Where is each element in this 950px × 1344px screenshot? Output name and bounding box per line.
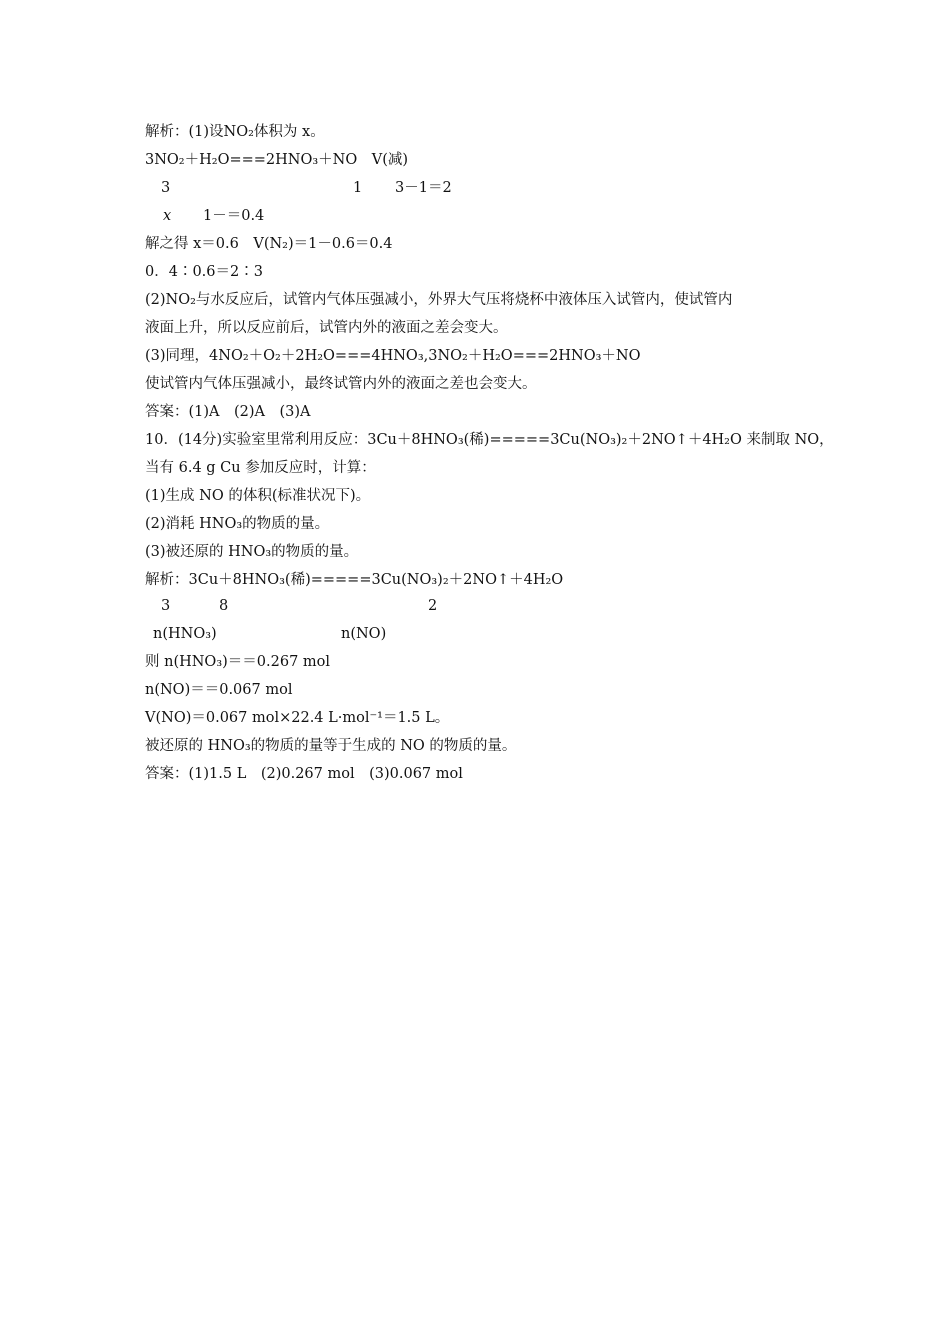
answer-line: 答案：(1)1.5 L (2)0.267 mol (3)0.067 mol: [145, 766, 463, 782]
text-line: 液面上升，所以反应前后，试管内外的液面之差会变大。: [145, 320, 508, 336]
equation-coefficient-row: [145, 174, 845, 202]
coefficient: 3－1＝2: [395, 180, 452, 196]
text-line: (3)同理，4NO₂＋O₂＋2H₂O===4HNO₃,3NO₂＋H₂O===2HNO₃＋NO: [145, 348, 641, 364]
text-line: 使试管内气体压强减小，最终试管内外的液面之差也会变大。: [145, 376, 537, 392]
variable-value: 1－＝0.4: [203, 208, 265, 224]
answer-line: 答案：(1)A (2)A (3)A: [145, 404, 311, 420]
text-line: 3NO₂＋H₂O===2HNO₃＋NO V(减): [145, 152, 409, 168]
coefficient: 8: [219, 598, 229, 614]
text-line: 被还原的 HNO₃的物质的量等于生成的 NO 的物质的量。: [145, 738, 517, 754]
text-line: (2)NO₂与水反应后，试管内气体压强减小，外界大气压将烧杯中液体压入试管内，使试管内: [145, 292, 733, 308]
question-line: 10．(14分)实验室里常利用反应：3Cu＋8HNO₃(稀)=====3Cu(NO₃)₂＋2NO↑＋4H₂O 来制取 NO，: [145, 432, 834, 448]
variable: n(NO): [341, 626, 387, 642]
text-line: 解之得 x＝0.6 V(N₂)＝1－0.6＝0.4: [145, 236, 393, 252]
equation-variable-row: [145, 202, 845, 230]
variable: n(HNO₃): [153, 626, 217, 642]
equation-variable-row: [145, 620, 845, 648]
coefficient: 1: [353, 180, 363, 196]
variable: x: [163, 208, 172, 224]
question-line: (3)被还原的 HNO₃的物质的量。: [145, 544, 359, 560]
equation-coefficient-row: [145, 592, 845, 620]
text-line: V(NO)＝0.067 mol×22.4 L·mol⁻¹＝1.5 L。: [145, 710, 450, 726]
text-line: n(NO)＝＝0.067 mol: [145, 682, 293, 698]
coefficient: 3: [161, 180, 171, 196]
text-line: 解析：(1)设NO₂体积为 x。: [145, 124, 325, 140]
question-line: 当有 6.4 g Cu 参加反应时，计算：: [145, 460, 376, 476]
text-line: 解析：3Cu＋8HNO₃(稀)=====3Cu(NO₃)₂＋2NO↑＋4H₂O: [145, 572, 564, 588]
coefficient: 2: [428, 598, 438, 614]
text-line: 0．4∶0.6＝2∶3: [145, 264, 263, 280]
text-line: 则 n(HNO₃)＝＝0.267 mol: [145, 654, 331, 670]
question-line: (1)生成 NO 的体积(标准状况下)。: [145, 488, 371, 504]
question-line: (2)消耗 HNO₃的物质的量。: [145, 516, 330, 532]
coefficient: 3: [161, 598, 171, 614]
